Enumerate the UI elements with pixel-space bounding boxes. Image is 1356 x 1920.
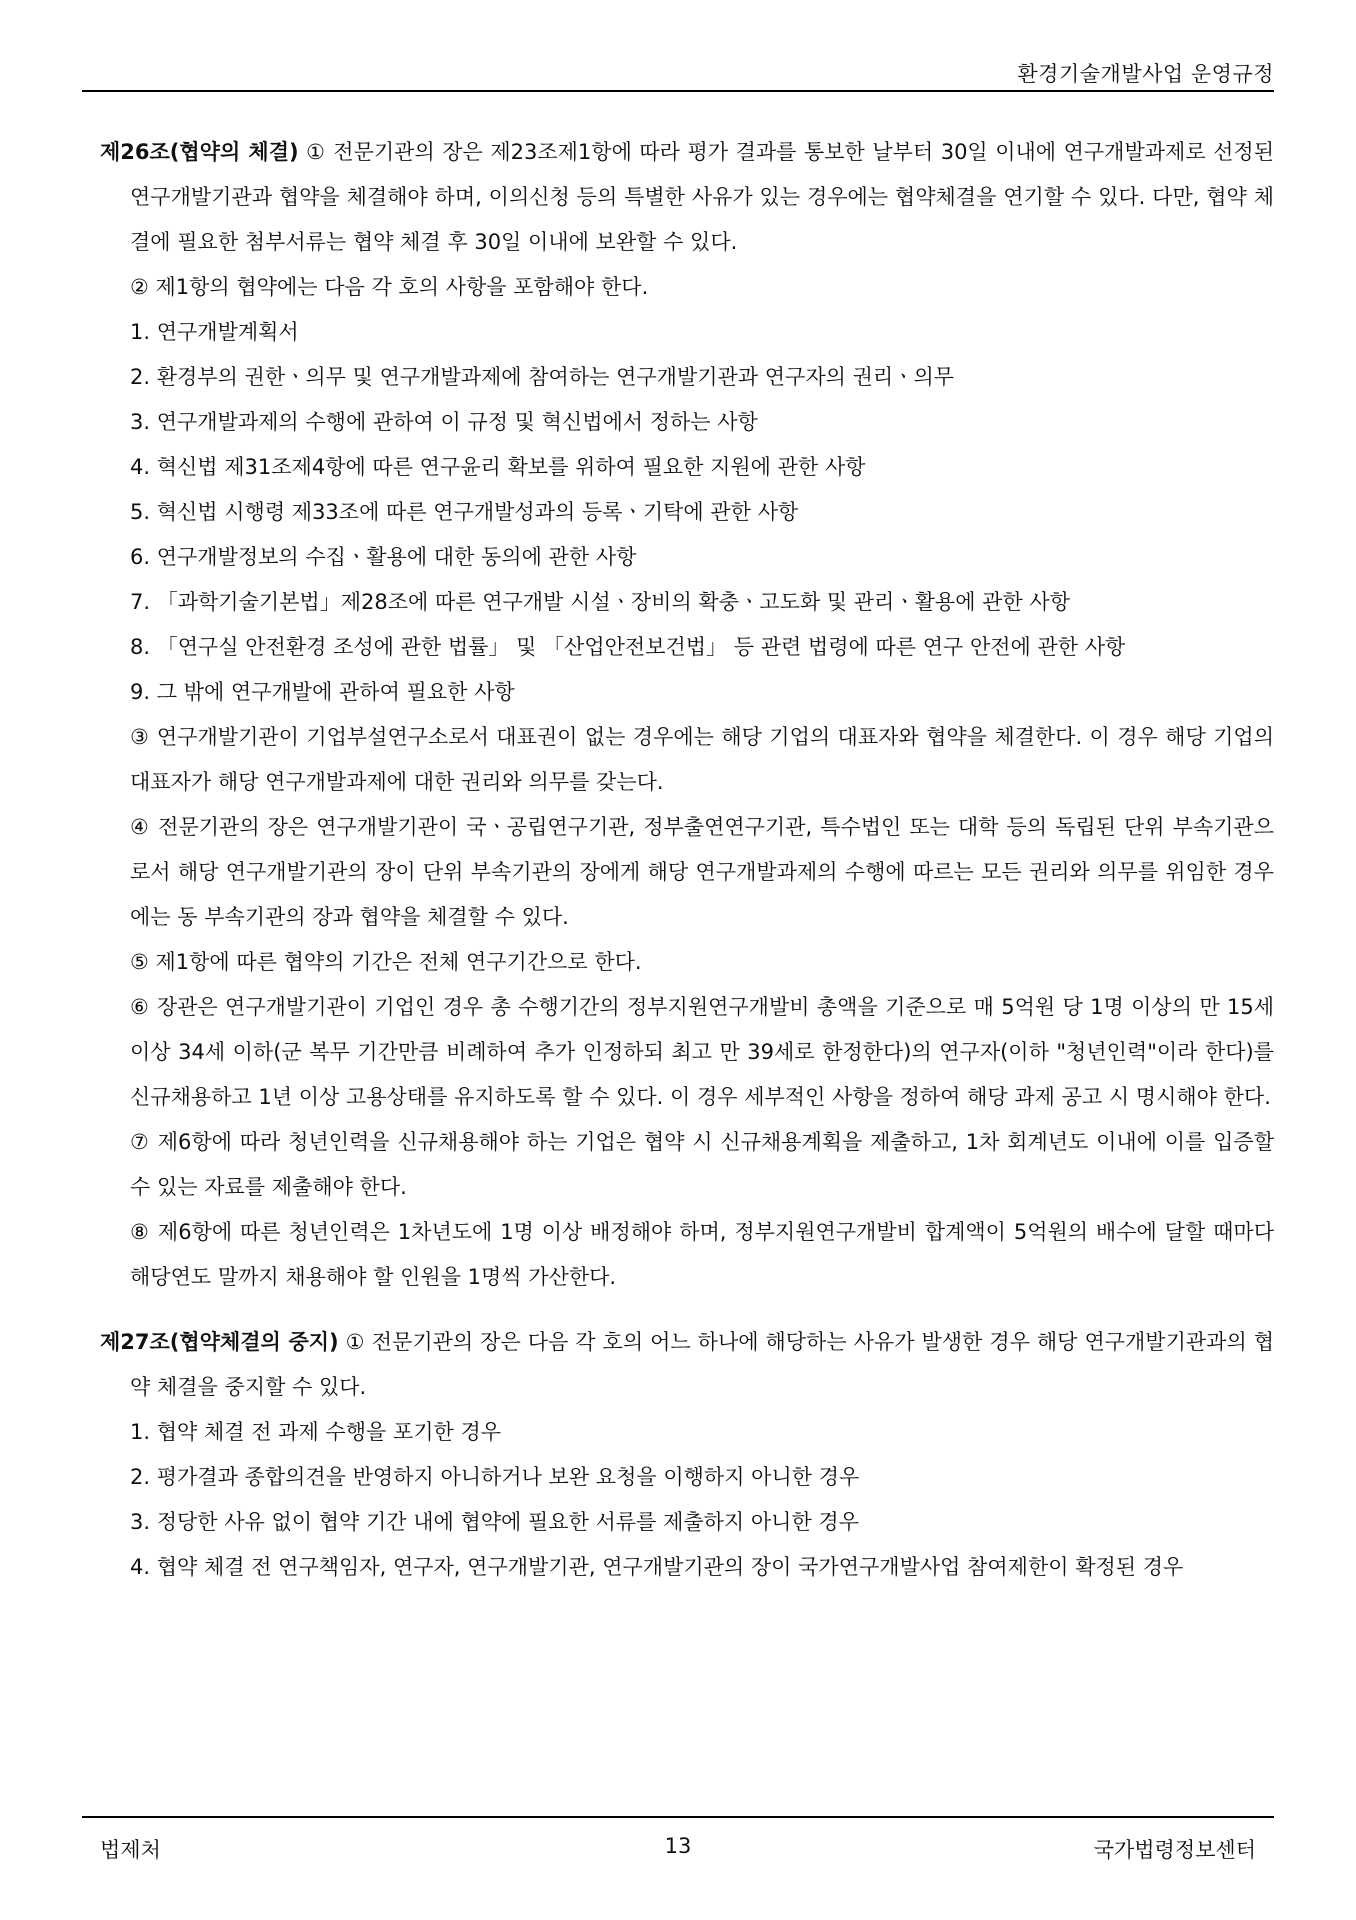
footer-divider — [82, 1816, 1274, 1818]
footer-source: 국가법령정보센터 — [1093, 1838, 1256, 1862]
list-item: 4. 혁신법 제31조제4항에 따른 연구윤리 확보를 위하여 필요한 지원에 관한 사항 — [130, 455, 866, 479]
header-title: 환경기술개발사업 운영규정 — [1017, 62, 1274, 86]
footer-publisher: 법제처 — [100, 1838, 161, 1862]
list-item: 1. 협약 체결 전 과제 수행을 포기한 경우 — [130, 1420, 502, 1444]
article-26-clause-8: ⑧ 제6항에 따른 청년인력은 1차년도에 1명 이상 배정해야 하며, 정부지원연구개발비 합계액이 5억원의 배수에 달할 때마다 해당연도 말까지 채용해야 할 인원을 1명씩 가산한다. — [130, 1220, 1274, 1289]
article-26-title: 제26조(협약의 체결) — [100, 140, 299, 164]
article-26 — [100, 130, 1274, 1300]
list-item: 2. 환경부의 권한ㆍ의무 및 연구개발과제에 참여하는 연구개발기관과 연구자의 권리ㆍ의무 — [130, 365, 955, 389]
article-26-clause-7: ⑦ 제6항에 따라 청년인력을 신규채용해야 하는 기업은 협약 시 신규채용계획을 제출하고, 1차 회계년도 이내에 이를 입증할 수 있는 자료를 제출해야 한다. — [130, 1130, 1274, 1199]
article-27-title: 제27조(협약체결의 중지) — [100, 1330, 339, 1354]
article-26-clause-5: ⑤ 제1항에 따른 협약의 기간은 전체 연구기간으로 한다. — [130, 950, 642, 974]
list-item: 2. 평가결과 종합의견을 반영하지 아니하거나 보완 요청을 이행하지 아니한 경우 — [130, 1465, 860, 1489]
list-item: 5. 혁신법 시행령 제33조에 따른 연구개발성과의 등록ㆍ기탁에 관한 사항 — [130, 500, 799, 524]
list-item: 9. 그 밖에 연구개발에 관하여 필요한 사항 — [130, 680, 515, 704]
article-26-clause-2: ② 제1항의 협약에는 다음 각 호의 사항을 포함해야 한다. — [130, 275, 649, 299]
article-26-clause-4: ④ 전문기관의 장은 연구개발기관이 국ㆍ공립연구기관, 정부출연연구기관, 특수법인 또는 대학 등의 독립된 단위 부속기관으로서 해당 연구개발기관의 장이 단위 부속기관의 장에게 해당 연구개발과제의 수행에 따르는 모든 권리와 의무를 위임한 경우에는 동 부속기관의 장과 협약을 체결할 수 있다. — [130, 815, 1274, 929]
list-item: 7. 「과학기술기본법」제28조에 따른 연구개발 시설ㆍ장비의 확충ㆍ고도화 및 관리ㆍ활용에 관한 사항 — [130, 590, 1070, 614]
list-item: 4. 협약 체결 전 연구책임자, 연구자, 연구개발기관, 연구개발기관의 장이 국가연구개발사업 참여제한이 확정된 경우 — [130, 1555, 1184, 1579]
page-number: 13 — [664, 1834, 692, 1858]
list-item: 3. 연구개발과제의 수행에 관하여 이 규정 및 혁신법에서 정하는 사항 — [130, 410, 758, 434]
article-26-clause-6: ⑥ 장관은 연구개발기관이 기업인 경우 총 수행기간의 정부지원연구개발비 총액을 기준으로 매 5억원 당 1명 이상의 만 15세 이상 34세 이하(군 복무 기간만큼 비례하여 추가 인정하되 최고 만 39세로 한정한다)의 연구자(이하 "청년인력"이라 한다)를 신규채용하고 1년 이상 고용상태를 유지하도록 할 수 있다. 이 경우 세부적인 사항을 정하여 해당 과제 공고 시 명시해야 한다. — [130, 995, 1274, 1109]
list-item: 8. 「연구실 안전환경 조성에 관한 법률」 및 「산업안전보건법」 등 관련 법령에 따른 연구 안전에 관한 사항 — [130, 635, 1126, 659]
article-27 — [100, 1320, 1274, 1590]
article-27-paragraph-1 — [100, 1320, 1274, 1410]
header-divider — [82, 90, 1274, 92]
list-item: 1. 연구개발계획서 — [130, 320, 299, 344]
article-27-clause-1: ① 전문기관의 장은 다음 각 호의 어느 하나에 해당하는 사유가 발생한 경우 해당 연구개발기관과의 협약 체결을 중지할 수 있다. — [130, 1330, 1275, 1399]
list-item: 6. 연구개발정보의 수집ㆍ활용에 대한 동의에 관한 사항 — [130, 545, 637, 569]
article-26-clause-3: ③ 연구개발기관이 기업부설연구소로서 대표권이 없는 경우에는 해당 기업의 대표자와 협약을 체결한다. 이 경우 해당 기업의 대표자가 해당 연구개발과제에 대한 권리와 의무를 갖는다. — [130, 725, 1274, 794]
article-26-paragraph-1 — [100, 130, 1274, 265]
article-26-clause-1: ① 전문기관의 장은 제23조제1항에 따라 평가 결과를 통보한 날부터 30일 이내에 연구개발과제로 선정된 연구개발기관과 협약을 체결해야 하며, 이의신청 등의 특별한 사유가 있는 경우에는 협약체결을 연기할 수 있다. 다만, 협약 체결에 필요한 첨부서류는 협약 체결 후 30일 이내에 보완할 수 있다. — [130, 140, 1274, 254]
document-body — [100, 130, 1274, 1590]
list-item: 3. 정당한 사유 없이 협약 기간 내에 협약에 필요한 서류를 제출하지 아니한 경우 — [130, 1510, 860, 1534]
